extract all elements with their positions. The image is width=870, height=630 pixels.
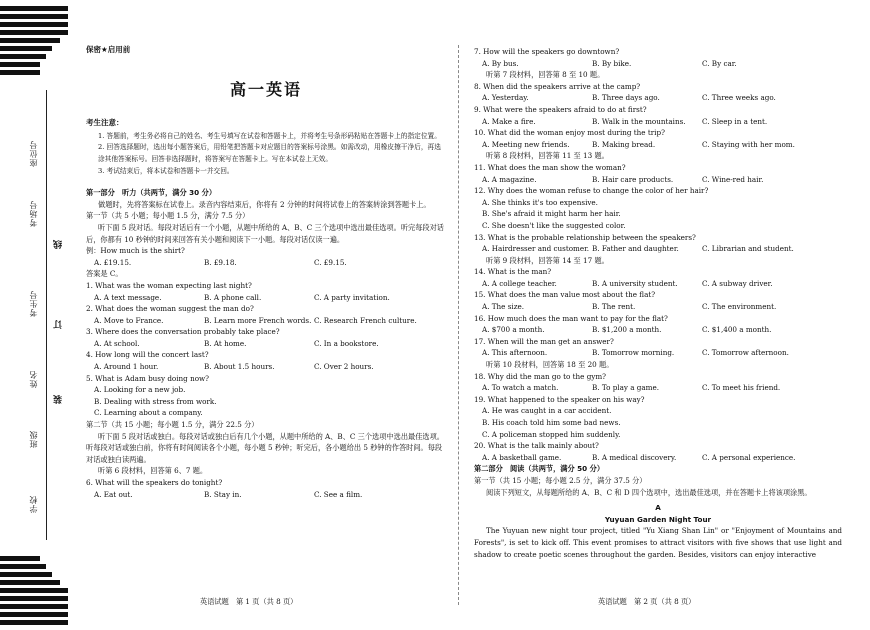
left-column xyxy=(86,44,446,500)
questions-1-4 xyxy=(86,280,446,373)
margin-stripe xyxy=(0,30,68,35)
margin-stripe xyxy=(0,596,68,601)
binding-line xyxy=(46,90,47,540)
material-note: 听第 8 段材料，回答第 11 至 13 题。 xyxy=(486,151,609,161)
note-item: 2. 回答选择题时，选出每小题答案后，用铅笔把答题卡对应题目的答案标号涂黑。如需改动，用橡皮擦干净后，再选涂其他答案标号。回答非选择题时，将答案写在答题卡上。写在本试卷上无效。 xyxy=(98,143,441,163)
page-footer-left: 英语试题 第 1 页（共 8 页） xyxy=(200,597,298,606)
material-note: 听第 9 段材料，回答第 14 至 17 题。 xyxy=(486,255,609,265)
option: C. A party invitation. xyxy=(314,292,390,302)
option: A. Move to France. xyxy=(94,315,164,325)
note-item: 1. 答题前，考生务必将自己的姓名、考生号填写在试卷和答题卡上，并将考生号条形码粘贴在答题卡上的指定位置。 xyxy=(98,131,441,140)
option: A. At school. xyxy=(94,338,140,348)
material-note: 听第 7 段材料，回答第 8 至 10 题。 xyxy=(486,70,605,80)
question: 3. Where does the conversation probably take place? xyxy=(86,327,280,337)
option: A. Yesterday. xyxy=(482,93,529,103)
section2-intro: 听下面 5 段对话或独白。每段对话或独白后有几个小题，从题中所给的 A、B、C 三个选项中选出最佳选项。听每段对话或独白前，你将有时间阅读各个小题，每小题 5 秒钟；听完后，各小题给出 5 秒钟的作答时间。每段对话或独白读两遍。 xyxy=(86,431,444,464)
section1-heading: 第一节（共 5 小题；每小题 1.5 分，满分 7.5 分） xyxy=(86,211,250,221)
question: 11. What does the man show the woman? xyxy=(474,162,626,172)
option: C. By car. xyxy=(702,58,737,68)
option: A. A text message. xyxy=(94,292,162,302)
option: B. Stay in. xyxy=(204,489,242,499)
margin-stripe xyxy=(0,6,68,11)
question: 16. How much does the man want to pay for the flat? xyxy=(474,313,668,323)
part1-heading: 第一部分 听力（共两节，满分 30 分） xyxy=(86,188,217,198)
question-options xyxy=(474,324,842,336)
question-options xyxy=(474,347,842,359)
margin-stripe xyxy=(0,612,68,617)
margin-stripe xyxy=(0,620,68,625)
question: 1. What was the woman expecting last night? xyxy=(86,280,252,290)
option: C. Wine-red hair. xyxy=(702,174,764,184)
option: B. A phone call. xyxy=(204,292,262,302)
option: A. The size. xyxy=(482,302,525,312)
question: 12. Why does the woman refuse to change the color of her hair? xyxy=(474,186,709,196)
question-options xyxy=(474,139,842,151)
margin-stripe xyxy=(0,22,68,27)
option: A. $700 a month. xyxy=(482,325,545,335)
reading-section1-heading: 第一节（共 15 小题；每小题 2.5 分，满分 37.5 分） xyxy=(474,475,647,485)
option: B. A medical discovery. xyxy=(592,452,677,462)
option: A. To watch a match. xyxy=(482,383,559,393)
margin-stripe xyxy=(0,70,40,75)
option: B. His coach told him some bad news. xyxy=(482,418,621,427)
passage-letter: A xyxy=(655,503,661,513)
question-options xyxy=(474,116,842,128)
option: B. Tomorrow morning. xyxy=(592,348,675,358)
page-title: 高一英语 xyxy=(229,79,302,99)
fold-mark: 装 xyxy=(54,395,64,404)
page-footer-right: 英语试题 第 2 页（共 8 页） xyxy=(598,597,696,606)
column-divider xyxy=(458,45,459,605)
confidential-mark: 保密★启用前 xyxy=(86,45,131,54)
option: B. Dealing with stress from work. xyxy=(94,396,217,406)
part1-intro: 做题时，先将答案标在试卷上。录音内容结束后，你将有 2 分钟的时间将试卷上的答案转涂到答题卡上。 xyxy=(98,199,431,209)
option: A. Make a fire. xyxy=(482,116,536,126)
question-options xyxy=(474,301,842,313)
option: C. The environment. xyxy=(702,302,777,312)
margin-stripe xyxy=(0,46,52,51)
option: B. At home. xyxy=(204,338,247,348)
question: 19. What happened to the speaker on his way? xyxy=(474,394,645,404)
margin-stripe xyxy=(0,54,46,59)
question: 7. How will the speakers go downtown? xyxy=(474,47,620,56)
question-options xyxy=(474,92,842,104)
option: C. Over 2 hours. xyxy=(314,362,374,372)
option: C. Staying with her mom. xyxy=(702,139,795,149)
side-label: 座位号 xyxy=(29,140,38,167)
reading-intro: 阅读下列短文，从每题所给的 A、B、C 和 D 四个选项中，选出最佳选项，并在答题卡上将该项涂黑。 xyxy=(486,487,812,497)
section2-heading: 第二节（共 15 小题；每小题 1.5 分，满分 22.5 分） xyxy=(86,420,259,430)
question-options xyxy=(86,338,446,350)
side-label: 考场号 xyxy=(29,200,38,227)
option: C. A subway driver. xyxy=(702,278,773,288)
option: A. Around 1 hour. xyxy=(94,362,159,372)
option: A. By bus. xyxy=(482,58,519,68)
side-label: 学校 xyxy=(29,495,38,513)
question: 2. What does the woman suggest the man do? xyxy=(86,304,254,314)
option: C. Tomorrow afternoon. xyxy=(702,348,789,358)
fold-mark: 订 xyxy=(54,320,64,329)
option: A. Meeting new friends. xyxy=(482,139,570,149)
question: 10. What did the woman enjoy most during the trip? xyxy=(474,128,665,138)
question: 20. What is the talk mainly about? xyxy=(474,441,599,451)
question: 14. What is the man? xyxy=(474,267,552,277)
example-question: 例：How much is the shirt? xyxy=(86,246,185,256)
option: C. Sleep in a tent. xyxy=(702,116,768,126)
margin-stripe xyxy=(0,38,60,43)
option: B. Father and daughter. xyxy=(592,244,679,254)
option: B. Hair care products. xyxy=(592,174,674,184)
option: A. She thinks it's too expensive. xyxy=(482,197,598,207)
margin-stripe xyxy=(0,588,68,593)
question: 6. What will the speakers do tonight? xyxy=(86,478,223,487)
right-column xyxy=(474,46,842,560)
section1-intro: 听下面 5 段对话。每段对话后有一个小题，从题中所给的 A、B、C 三个选项中选出最佳选项。听完每段对话后，你都有 10 秒钟的时间来回答有关小题和阅读下一小题。每段对话仅读一遍。 xyxy=(86,222,444,244)
question: 9. What were the speakers afraid to do at first? xyxy=(474,104,647,114)
option: B. By bike. xyxy=(592,58,632,68)
option: A. Eat out. xyxy=(94,489,133,499)
question-options xyxy=(474,452,842,464)
option: C. A policeman stopped him suddenly. xyxy=(482,429,621,439)
option: A. Looking for a new job. xyxy=(94,385,186,395)
option: A. A magazine. xyxy=(482,174,537,184)
material-note: 听第 6 段材料，回答第 6、7 题。 xyxy=(98,466,208,476)
question-options xyxy=(86,489,446,501)
option: C. She doesn't like the suggested color. xyxy=(482,220,626,230)
questions-7-20 xyxy=(474,46,842,463)
option: B. Three days ago. xyxy=(592,93,660,103)
margin-stripe xyxy=(0,556,40,561)
question-options xyxy=(474,382,842,394)
part2-heading: 第二部分 阅读（共两节，满分 50 分） xyxy=(474,464,605,474)
margin-stripe xyxy=(0,564,46,569)
option: A. Hairdresser and customer. xyxy=(482,244,590,254)
option: B. $1,200 a month. xyxy=(592,325,662,335)
passage-title: Yuyuan Garden Night Tour xyxy=(604,514,712,524)
question-options xyxy=(86,361,446,373)
option: C. £9.15. xyxy=(314,257,347,267)
question-options xyxy=(474,174,842,186)
question: 8. When did the speakers arrive at the camp? xyxy=(474,81,641,91)
option: B. £9.18. xyxy=(204,257,237,267)
option: B. The rent. xyxy=(592,302,636,312)
option: A. This afternoon. xyxy=(482,348,548,358)
note-item: 3. 考试结束后，将本试卷和答题卡一并交回。 xyxy=(98,166,234,175)
option: C. To meet his friend. xyxy=(702,383,781,393)
option: C. Research French culture. xyxy=(314,315,417,325)
example-answer: 答案是 C。 xyxy=(86,269,123,279)
fold-mark: 线 xyxy=(54,240,64,249)
question: 18. Why did the man go to the gym? xyxy=(474,371,607,381)
margin-stripe xyxy=(0,62,40,67)
question-options xyxy=(86,292,446,304)
option: C. Librarian and student. xyxy=(702,244,794,254)
option: C. In a bookstore. xyxy=(314,338,379,348)
option: C. $1,400 a month. xyxy=(702,325,772,335)
option: A. He was caught in a car accident. xyxy=(482,406,612,416)
option: A. A college teacher. xyxy=(482,278,557,288)
side-label: 考生号 xyxy=(29,290,38,317)
option: B. Making bread. xyxy=(592,139,656,149)
notes-heading: 考生注意： xyxy=(86,118,124,128)
question-options xyxy=(474,58,842,70)
option: B. About 1.5 hours. xyxy=(204,362,275,372)
passage-text: The Yuyuan new night tour project, titled "Yu Xiang Shan Lin" or "Enjoyment of Mountains and Forests", is set to kick off. This event promises to attract visitors with five shows that use light and shadow to create poetic scenes throughout the garden. Besides, visitors can enjoy interactive xyxy=(474,526,842,559)
question: 13. What is the probable relationship between the speakers? xyxy=(474,232,696,242)
margin-stripe xyxy=(0,572,52,577)
option: B. Learn more French words. xyxy=(204,315,312,325)
question: 4. How long will the concert last? xyxy=(86,350,209,360)
margin-stripe xyxy=(0,580,60,585)
option: C. See a film. xyxy=(314,489,363,499)
question: 5. What is Adam busy doing now? xyxy=(86,373,210,383)
option: C. A personal experience. xyxy=(702,452,796,462)
option: A. A basketball game. xyxy=(482,452,562,462)
option: B. Walk in the mountains. xyxy=(592,116,686,126)
material-note: 听第 10 段材料，回答第 18 至 20 题。 xyxy=(486,360,614,370)
question-options xyxy=(86,315,446,327)
question-options xyxy=(474,243,842,255)
example-options xyxy=(86,257,446,269)
margin-stripe xyxy=(0,14,68,19)
side-label: 姓名 xyxy=(29,370,38,388)
option: A. £19.15. xyxy=(94,257,132,267)
option: C. Three weeks ago. xyxy=(702,93,776,103)
margin-stripe xyxy=(0,604,68,609)
question-options xyxy=(474,278,842,290)
option: C. Learning about a company. xyxy=(94,408,203,418)
question: 15. What does the man value most about the flat? xyxy=(474,290,656,300)
option: B. She's afraid it might harm her hair. xyxy=(482,209,621,219)
side-label: 班级 xyxy=(29,430,38,448)
question: 17. When will the man get an answer? xyxy=(474,336,614,346)
option: B. A university student. xyxy=(592,278,678,288)
option: B. To play a game. xyxy=(592,383,660,393)
